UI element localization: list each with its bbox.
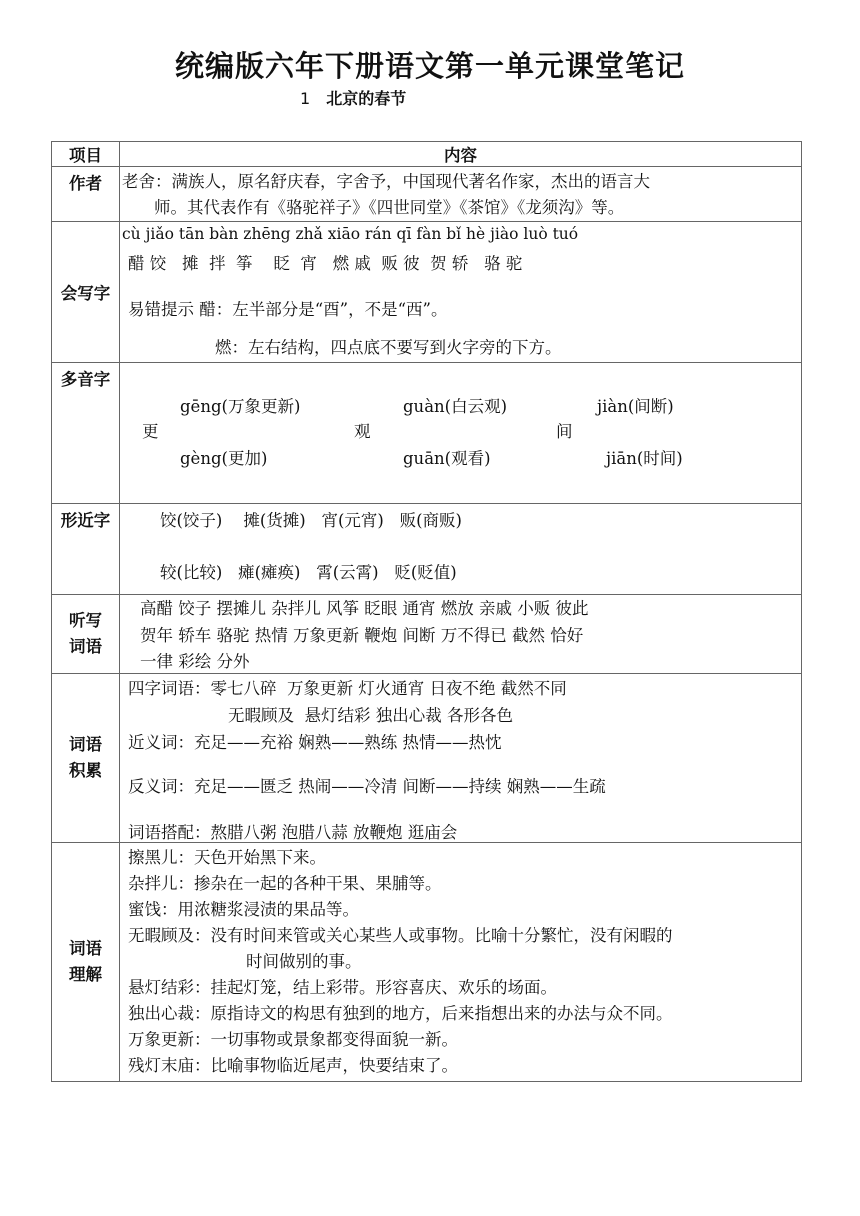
poly-char-guan: 观: [354, 422, 371, 441]
understand-line: 时间做别的事。: [246, 952, 362, 971]
write-row: [52, 222, 802, 363]
dictation-label: 听写 词语: [52, 595, 120, 674]
accumulate-four-1: 四字词语：零七八碎 万象更新 灯火通宵 日夜不绝 截然不同: [128, 679, 567, 698]
poly-geng-4: gèng(更加): [180, 449, 268, 468]
lesson-number: 1: [300, 89, 311, 108]
understand-line: 万象更新：一切事物或景象都变得面貌一新。: [128, 1030, 458, 1049]
poly-row: [52, 363, 802, 504]
poly-char-jian: 间: [556, 422, 573, 441]
understand-line: 杂拌儿：掺杂在一起的各种干果、果脯等。: [128, 874, 442, 893]
dictation-line-2: 贺年 轿车 骆驼 热情 万象更新 鞭炮 间断 万不得已 截然 恰好: [140, 626, 584, 645]
understand-row: [52, 843, 802, 1082]
understand-line: 悬灯结彩：挂起灯笼，结上彩带。形容喜庆、欢乐的场面。: [128, 978, 557, 997]
header-item: 项目: [52, 142, 120, 167]
header-row: [52, 142, 802, 167]
write-tip-2: 燃：左右结构，四点底不要写到火字旁的下方。: [215, 338, 562, 357]
accumulate-collocation: 词语搭配：熬腊八粥 泡腊八蒜 放鞭炮 逛庙会: [128, 823, 458, 842]
accumulate-antonyms: 反义词：充足——匮乏 热闹——冷清 间断——持续 娴熟——生疏: [128, 777, 606, 796]
poly-content: [120, 363, 802, 504]
notes-table: [51, 141, 802, 1082]
similar-row-1: 饺(饺子) 摊(货摊) 宵(元宵) 贩(商贩): [160, 511, 462, 530]
understand-line: 蜜饯：用浓糖浆浸渍的果品等。: [128, 900, 359, 919]
similar-label: 形近字: [52, 504, 120, 595]
understand-line: 无暇顾及：没有时间来管或关心某些人或事物。比喻十分繁忙，没有闲暇的: [128, 926, 673, 945]
author-line-2: 师。其代表作有《骆驼祥子》《四世同堂》《茶馆》《龙须沟》等。: [154, 198, 625, 217]
author-row: [52, 167, 802, 222]
accumulate-row: [52, 674, 802, 843]
dictation-row: [52, 595, 802, 674]
write-tip-1: 易错提示 醋：左半部分是“酉”，不是“西”。: [128, 300, 448, 319]
lesson-name: 北京的春节: [326, 89, 407, 108]
similar-content: [120, 504, 802, 595]
poly-jian-1: jiān(时间): [606, 449, 683, 468]
write-chars: 醋 饺 摊 拌 筝 眨 宵 燃 戚 贩 彼 贺 轿 骆 驼: [128, 254, 523, 273]
author-label: 作者: [52, 167, 120, 222]
dictation-line-3: 一律 彩绘 分外: [140, 652, 250, 671]
poly-jian-4: jiàn(间断): [597, 397, 674, 416]
poly-char-geng: 更: [142, 422, 159, 441]
understand-line: 独出心裁：原指诗文的构思有独到的地方，后来指想出来的办法与众不同。: [128, 1004, 673, 1023]
similar-row-2: 较(比较) 瘫(瘫痪) 霄(云霄) 贬(贬值): [160, 563, 457, 582]
understand-line: 残灯末庙：比喻事物临近尾声，快要结束了。: [128, 1056, 458, 1075]
author-line-1: 老舍：满族人，原名舒庆春，字舍予，中国现代著名作家，杰出的语言大: [122, 172, 650, 191]
poly-guan-4: guàn(白云观): [403, 397, 508, 416]
write-content: [120, 222, 802, 363]
write-pinyin: cù jiǎo tān bàn zhēng zhǎ xiāo rán qī fàn bǐ hè jiào luò tuó: [122, 225, 579, 243]
dictation-content: [120, 595, 802, 674]
dictation-line-1: 高醋 饺子 摆摊儿 杂拌儿 风筝 眨眼 通宵 燃放 亲戚 小贩 彼此: [140, 599, 589, 618]
poly-guan-1: guān(观看): [403, 449, 491, 468]
poly-label: 多音字: [52, 363, 120, 504]
accumulate-content: [120, 674, 802, 843]
understand-content: [120, 843, 802, 1082]
header-content: 内容: [120, 142, 802, 167]
page-title: 统编版六年下册语文第一单元课堂笔记: [174, 49, 685, 83]
accumulate-four-2: 无暇顾及 悬灯结彩 独出心裁 各形各色: [228, 706, 513, 725]
accumulate-synonyms: 近义词：充足——充裕 娴熟——熟练 热情——热忱: [128, 733, 502, 752]
accumulate-label: 词语 积累: [52, 674, 120, 843]
understand-line: 擦黑儿：天色开始黑下来。: [128, 848, 326, 867]
poly-geng-1: gēng(万象更新): [180, 397, 301, 416]
understand-label: 词语 理解: [52, 843, 120, 1082]
author-content: [120, 167, 802, 222]
write-label: 会写字: [52, 222, 120, 363]
lesson-title: [300, 86, 406, 109]
similar-row: [52, 504, 802, 595]
